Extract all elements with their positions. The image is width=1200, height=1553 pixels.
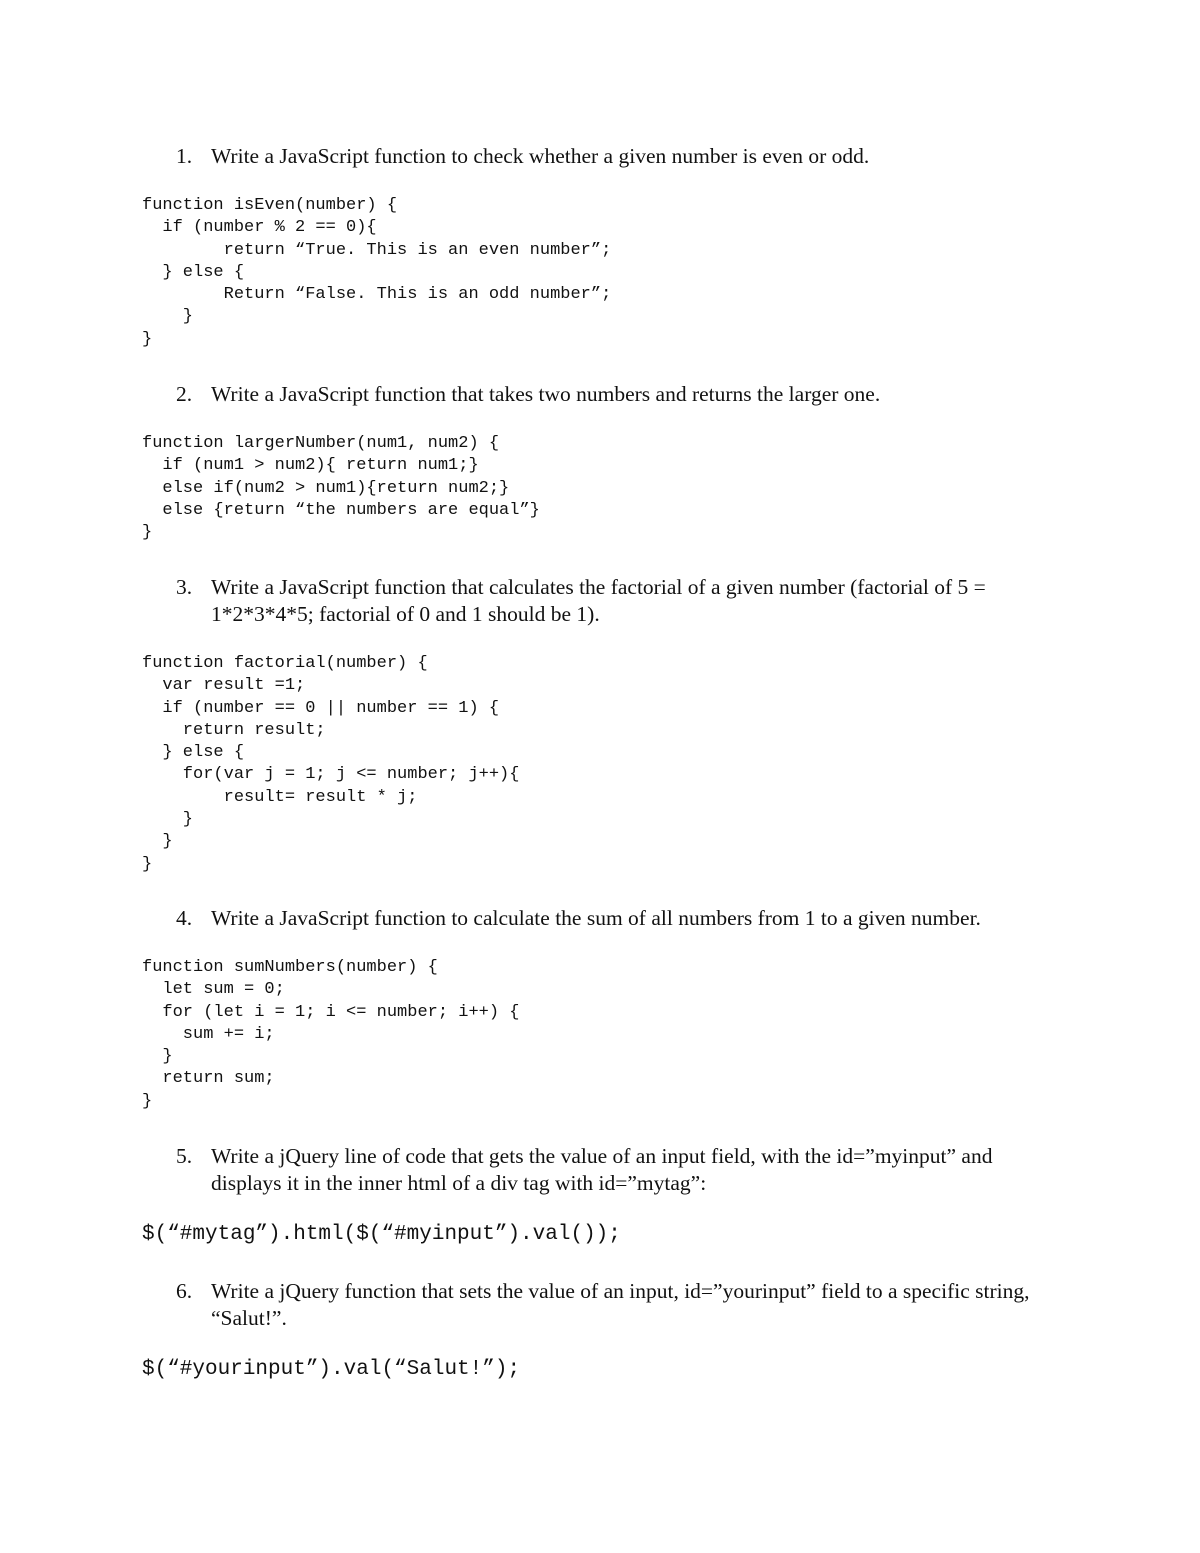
code-block-3: function factorial(number) { var result =1; if (number == 0 || number == 1) { return result; } else { for(var j = 1; j <= number; j++){ result= result * j; } } } [142,654,520,874]
question-number: 1. [176,144,193,168]
question-text: Write a JavaScript function that takes two numbers and returns the larger one. [211,382,881,406]
question-number: 3. [176,575,193,599]
question-text: Write a jQuery function that sets the value of an input, id=”yourinput” field to a specific string, “Salut!”. [211,1279,1030,1330]
code-block-4: function sumNumbers(number) { let sum = 0; for (let i = 1; i <= number; i++) { sum += i; } return sum; } [142,958,520,1111]
question-text: Write a JavaScript function to calculate the sum of all numbers from 1 to a given number. [211,906,981,930]
question-number: 4. [176,906,193,930]
code-block-1: function isEven(number) { if (number % 2 == 0){ return “True. This is an even number”; } else { Return “False. This is an odd number”; } } [142,196,612,349]
question-number: 6. [176,1279,193,1303]
code-block-5: $(“#mytag”).html($(“#myinput”).val()); [142,1223,621,1246]
question-number: 5. [176,1144,193,1168]
code-block-6: $(“#yourinput”).val(“Salut!”); [142,1358,521,1381]
question-text: Write a JavaScript function to check whether a given number is even or odd. [211,144,870,168]
code-block-2: function largerNumber(num1, num2) { if (num1 > num2){ return num1;} else if(num2 > num1){return num2;} else {return “the numbers are equal”} } [142,434,540,543]
question-number: 2. [176,382,193,406]
question-text: Write a JavaScript function that calculates the factorial of a given number (factorial of 5 = 1*2*3*4*5; factorial of 0 and 1 should be 1). [211,575,986,626]
question-text: Write a jQuery line of code that gets the value of an input field, with the id=”myinput” and displays it in the inner html of a div tag with id=”mytag”: [211,1144,993,1195]
